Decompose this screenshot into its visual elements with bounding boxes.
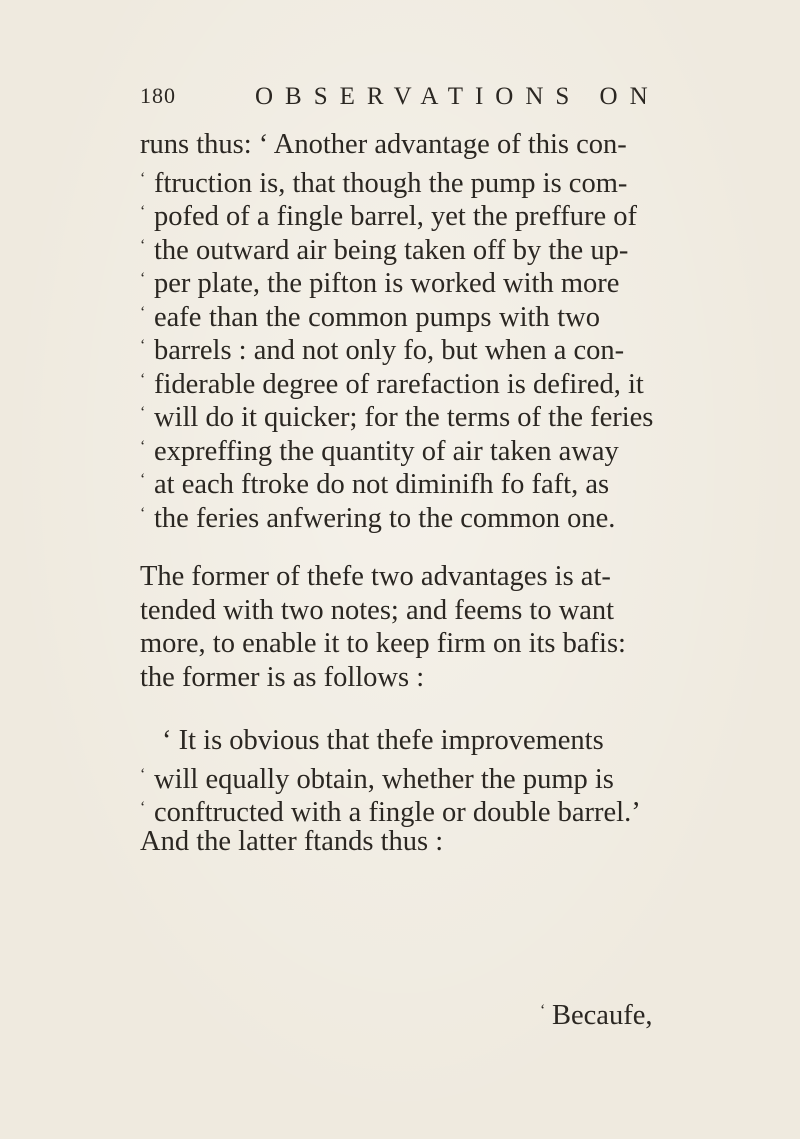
quote-mark: ‘ <box>140 169 146 187</box>
quote-mark: ‘ <box>140 203 146 220</box>
quote-mark: ‘ <box>140 471 146 488</box>
quote-mark: ‘ <box>140 337 146 354</box>
quote-mark: ‘ <box>140 765 146 783</box>
text-line: ‘ fiderable degree of rarefaction is defired, it <box>140 363 600 397</box>
text-line: the former is as follows : <box>140 661 425 693</box>
catchword: ‘ Becaufe, <box>540 1000 653 1031</box>
body-text <box>140 128 654 858</box>
text-line: ‘ the outward air being taken off by the up- <box>140 229 600 263</box>
text-line: ‘ ftruction is, that though the pump is com- <box>140 162 600 196</box>
quote-mark: ‘ <box>140 370 146 388</box>
page-header <box>140 83 660 119</box>
text-line: ‘ at each ftroke do not diminifh fo faft, as <box>140 463 600 497</box>
text-line: runs thus: ‘ Another advantage of this con- <box>140 129 627 160</box>
text-line: ‘ will do it quicker; for the terms of the feries <box>140 396 600 430</box>
text-line: more, to enable it to keep firm on its bafis: <box>140 628 626 659</box>
running-head: OBSERVATIONS ON <box>255 83 660 110</box>
quote-mark: ‘ <box>140 270 146 287</box>
text-line: ‘ the feries anfwering to the common one. <box>140 497 600 531</box>
text-line: ‘ per plate, the pifton is worked with more <box>140 262 600 296</box>
text-line: ‘ expreffing the quantity of air taken away <box>140 430 600 464</box>
text-line: ‘ barrels : and not only fo, but when a con- <box>140 329 600 363</box>
quote-mark: ‘ <box>140 504 146 522</box>
text-line: ‘ pofed of a fingle barrel, yet the preffure of <box>140 195 600 229</box>
quote-mark: ‘ <box>140 303 146 321</box>
text-line: ‘ It is obvious that thefe improvements <box>162 725 604 756</box>
page-number: 180 <box>140 83 176 108</box>
text-line: ‘ will equally obtain, whether the pump is <box>140 758 600 792</box>
text-line: And the latter ftands thus : <box>140 825 444 857</box>
text-line: tended with two notes; and feems to want <box>140 594 615 626</box>
quote-mark: ‘ <box>140 404 146 421</box>
quote-mark: ‘ <box>140 437 146 455</box>
text-line: ‘ eafe than the common pumps with two <box>140 296 600 330</box>
quote-mark: ‘ <box>540 1002 546 1019</box>
quote-mark: ‘ <box>140 236 146 254</box>
quote-mark: ‘ <box>140 799 146 816</box>
text-line: The former of thefe two advantages is at- <box>140 561 611 592</box>
text-line: ‘ conftructed with a fingle or double barrel.’ <box>140 791 600 825</box>
